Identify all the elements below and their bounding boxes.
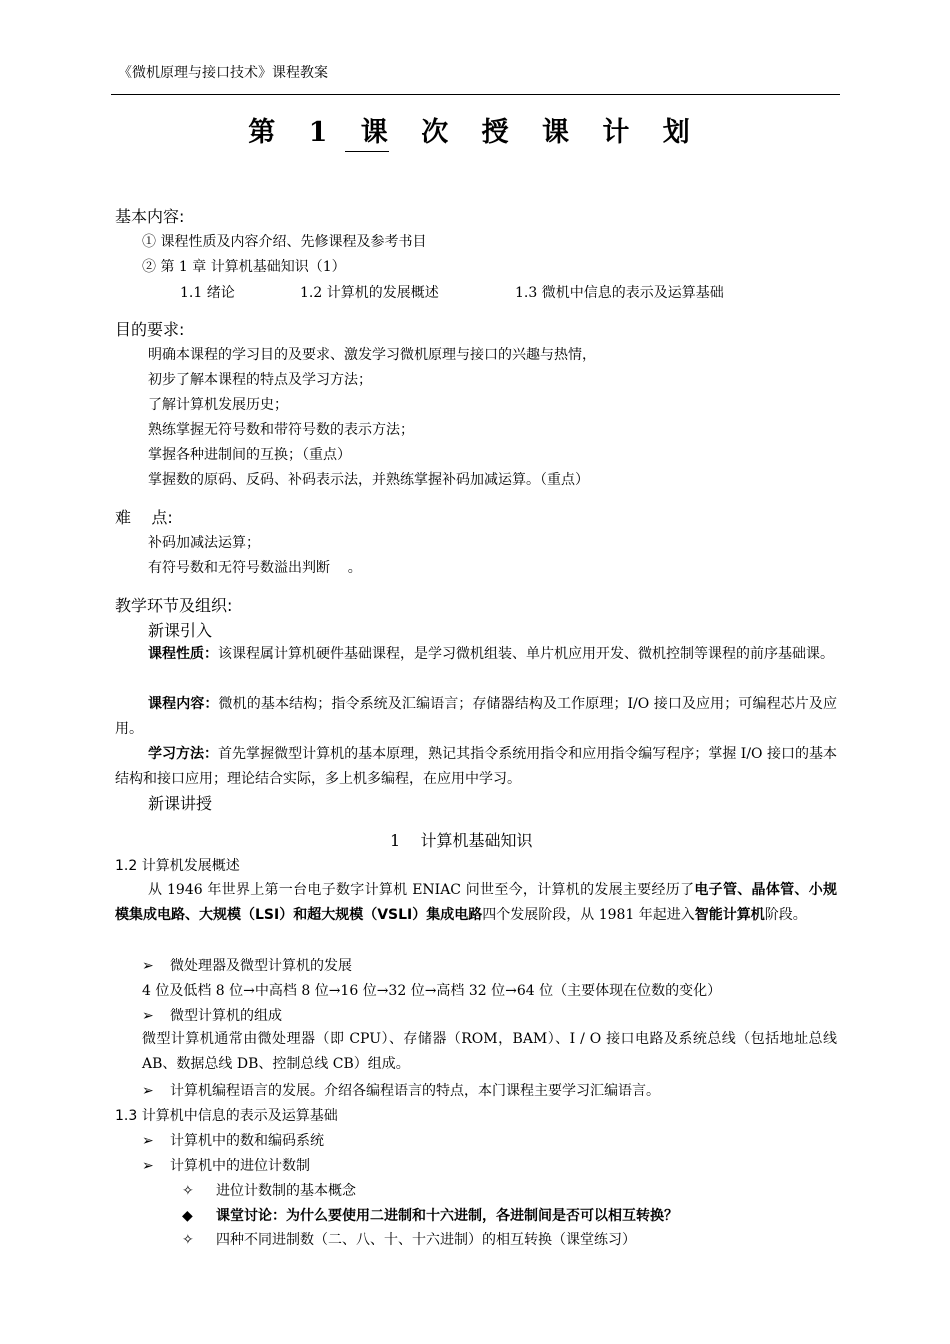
intro-label: 新课引入 <box>148 621 213 640</box>
four-point-star-icon: ✧ <box>182 1183 194 1199</box>
arrowhead-bullet-icon: ➢ <box>142 1133 154 1149</box>
bullet-composition <box>142 1005 282 1025</box>
sub-bullet-conversion <box>182 1229 636 1249</box>
arrowhead-bullet-icon: ➢ <box>142 1083 154 1099</box>
goal-item: 掌握各种进制间的互换；（重点） <box>148 447 351 463</box>
bits-evolution-text: 4 位及低档 8 位→中高档 8 位→16 位→32 位→高档 32 位→64 位（主要体现在位数的变化） <box>142 983 722 999</box>
goal-item: 初步了解本课程的特点及学习方法； <box>148 372 372 388</box>
page-title: 第 1 课 次 授 课 计 划 <box>248 117 702 148</box>
diamond-icon: ◆ <box>182 1208 193 1224</box>
bullet-languages <box>142 1080 660 1100</box>
s12-text-e: 阶段。 <box>764 907 807 923</box>
basic-item-2: ② 第 1 章 计算机基础知识（1） <box>142 259 346 275</box>
course-nature-label: 课程性质： <box>148 646 218 662</box>
study-method-text: 首先掌握微型计算机的基本原理，熟记其指令系统用指令和应用指令编写程序；掌握 I/O 接口的基本结构和接口应用；理论结合实际，多上机多编程，在应用中学习。 <box>115 746 838 787</box>
bullet-text: 计算机中的数和编码系统 <box>170 1133 324 1149</box>
header-rule <box>111 94 840 95</box>
study-method-paragraph <box>115 742 837 792</box>
bullet-radix <box>142 1155 310 1175</box>
s12-text-c: 四个发展阶段，从 1981 年起进入 <box>482 907 695 923</box>
bullet-text: 微处理器及微型计算机的发展 <box>170 958 352 974</box>
bullet-encoding <box>142 1130 324 1150</box>
bullet-text: 计算机编程语言的发展。介绍各编程语言的特点，本门课程主要学习汇编语言。 <box>170 1083 660 1099</box>
goals-heading: 目的要求: <box>115 320 185 339</box>
basic-item-1: ① 课程性质及内容介绍、先修课程及参考书目 <box>142 234 427 250</box>
basic-sub-1: 1.1 绪论 <box>180 285 235 301</box>
course-nature-text: 该课程属计算机硬件基础课程，是学习微机组装、单片机应用开发、微机控制等课程的前序基础课。 <box>218 646 834 662</box>
goal-item: 熟练掌握无符号数和带符号数的表示方法； <box>148 422 414 438</box>
bullet-text: 微型计算机的组成 <box>170 1008 282 1024</box>
course-nature-paragraph <box>115 642 837 667</box>
arrowhead-bullet-icon: ➢ <box>142 1158 154 1174</box>
four-point-star-icon: ✧ <box>182 1232 194 1248</box>
course-content-label: 课程内容： <box>148 696 219 712</box>
arrowhead-bullet-icon: ➢ <box>142 1008 154 1024</box>
sub-bullet-text: 四种不同进制数（二、八、十、十六进制）的相互转换（课堂练习） <box>216 1232 636 1248</box>
bullet-microprocessor <box>142 955 352 975</box>
difficulty-item: 补码加减法运算； <box>148 535 260 551</box>
difficulty-item: 有符号数和无符号数溢出判断 。 <box>148 560 362 576</box>
s12-text-a: 从 1946 年世界上第一台电子数字计算机 ENIAC 问世至今，计算机的发展主要经历了 <box>148 882 695 898</box>
chapter-title: 1 计算机基础知识 <box>390 831 533 850</box>
goal-item: 了解计算机发展历史； <box>148 397 288 413</box>
sub-bullet-text: 课堂讨论：为什么要使用二进制和十六进制，各进制间是否可以相互转换？ <box>216 1208 678 1224</box>
bullet-text: 计算机中的进位计数制 <box>170 1158 310 1174</box>
basic-sub-3: 1.3 微机中信息的表示及运算基础 <box>515 285 724 301</box>
goal-item: 明确本课程的学习目的及要求、激发学习微机原理与接口的兴趣与热情， <box>148 347 596 363</box>
arrowhead-bullet-icon: ➢ <box>142 958 154 974</box>
lecture-label: 新课讲授 <box>148 794 213 813</box>
goal-item: 掌握数的原码、反码、补码表示法，并熟练掌握补码加减运算。（重点） <box>148 472 589 488</box>
s12-bold-stages: 电子管、晶体管、小规模集成电路、大规模（LSI）和超大规模（VSLI）集成电路 <box>115 882 837 923</box>
section-1-2-paragraph <box>115 878 837 928</box>
section-1-3-heading: 1.3 计算机中信息的表示及运算基础 <box>115 1108 338 1124</box>
sub-bullet-discussion <box>182 1205 678 1225</box>
composition-paragraph: 微型计算机通常由微处理器（即 CPU）、存储器（ROM，BAM）、I / O 接口电路及系统总线（包括地址总线 AB、数据总线 DB、控制总线 CB）组成。 <box>142 1031 837 1072</box>
page-header: 《微机原理与接口技术》课程教案 <box>118 65 328 81</box>
basic-sub-2: 1.2 计算机的发展概述 <box>300 285 439 301</box>
title-underline <box>345 151 389 152</box>
basic-heading: 基本内容: <box>115 207 185 226</box>
teaching-heading: 教学环节及组织: <box>115 596 233 615</box>
section-1-2-heading: 1.2 计算机发展概述 <box>115 858 240 874</box>
s12-bold-smart: 智能计算机 <box>694 907 765 923</box>
course-content-text: 微机的基本结构；指令系统及汇编语言；存储器结构及工作原理；I/O 接口及应用；可编程芯片及应用。 <box>115 696 837 737</box>
sub-bullet-concept <box>182 1180 356 1200</box>
difficulties-heading: 难 点: <box>115 508 173 527</box>
study-method-label: 学习方法： <box>148 746 219 762</box>
course-content-paragraph <box>115 692 837 742</box>
sub-bullet-text: 进位计数制的基本概念 <box>216 1183 356 1199</box>
